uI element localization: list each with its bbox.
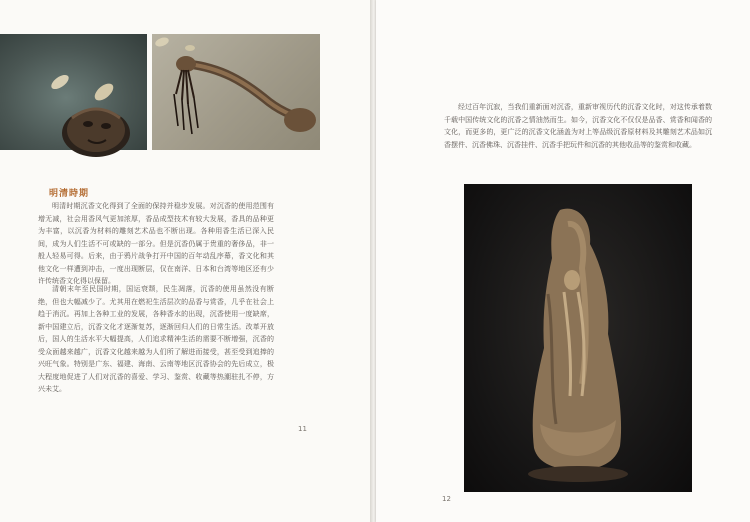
- carved-agarwood-mask-icon: [0, 34, 147, 150]
- photo-agarwood-mask: [0, 34, 147, 150]
- body-paragraph-2: 清朝末年至民国时期，国运衰颓，民生凋落，沉香的使用虽然没有断绝，但也大幅减少了。尤其用在燃祀生活层次的品香与赏香，几乎在社会上趋于消沉。再加上各种工业的发展，各种香水的出现，沉香使用一度缺席，新中国建立后，沉香文化才逐渐复苏，逐渐回归人们的日常生活。改革开放后，国人的生活水平大幅提高，人们追求精神生活的需要不断增强，沉香的受众面越来越广，沉香文化越来越为人们所了解进而接受，甚至受到追捧的兴旺气象。特别是广东、福建、海南、云南等地区沉香协会的先后成立，极大程度地促进了人们对沉香的喜爱、学习、鉴赏、收藏等热潮驻扎不停，方兴未艾。: [38, 285, 274, 393]
- page-number-right: 12: [442, 495, 451, 503]
- left-page: [0, 0, 372, 522]
- body-paragraph-1: 明清时期沉香文化得到了全面的保持并稳步发展。对沉香的使用范围有增无减，社会用香风气更加浓厚，香品成型技术有较大发展，香具的品种更为丰富，以沉香为材料的雕刻艺术品也不断出现。各种用香生活已深入民间，成为人们生活不可或缺的一部分。但是沉香仍属于贵重的奢侈品，非一般人轻易可得。后来，由于鸦片战争打开中国的百年动乱序幕，香文化和其他文化一样遭到冲击，一度出现断层，仅在南洋、日本和台湾等地区还有少许传统香文化得以保留。: [38, 202, 274, 285]
- carved-agarwood-ruyi-scepter-icon: [152, 34, 320, 150]
- page-number-left: 11: [298, 425, 307, 433]
- section-title: 明清時期: [49, 189, 90, 199]
- carved-agarwood-guanyin-statue-icon: [464, 184, 692, 492]
- photo-agarwood-scepter: [152, 34, 320, 150]
- right-page: [376, 0, 750, 522]
- right-body-paragraph: 经过百年沉寂，当我们重新面对沉香，重新审视历代的沉香文化时，对这传承着数千载中国传统文化的沉香之情油然而生。如今，沉香文化不仅仅是品香、赏香和闻香的文化，而更多的，更广泛的沉香文化涵盖为对上等品级沉香原材料及其雕刻艺术品如沉香摆件、沉香佛珠、沉香挂件、沉香手把玩件和沉香的其他收品等的鉴赏和收藏。: [444, 103, 712, 149]
- photo-agarwood-guanyin: [464, 184, 692, 492]
